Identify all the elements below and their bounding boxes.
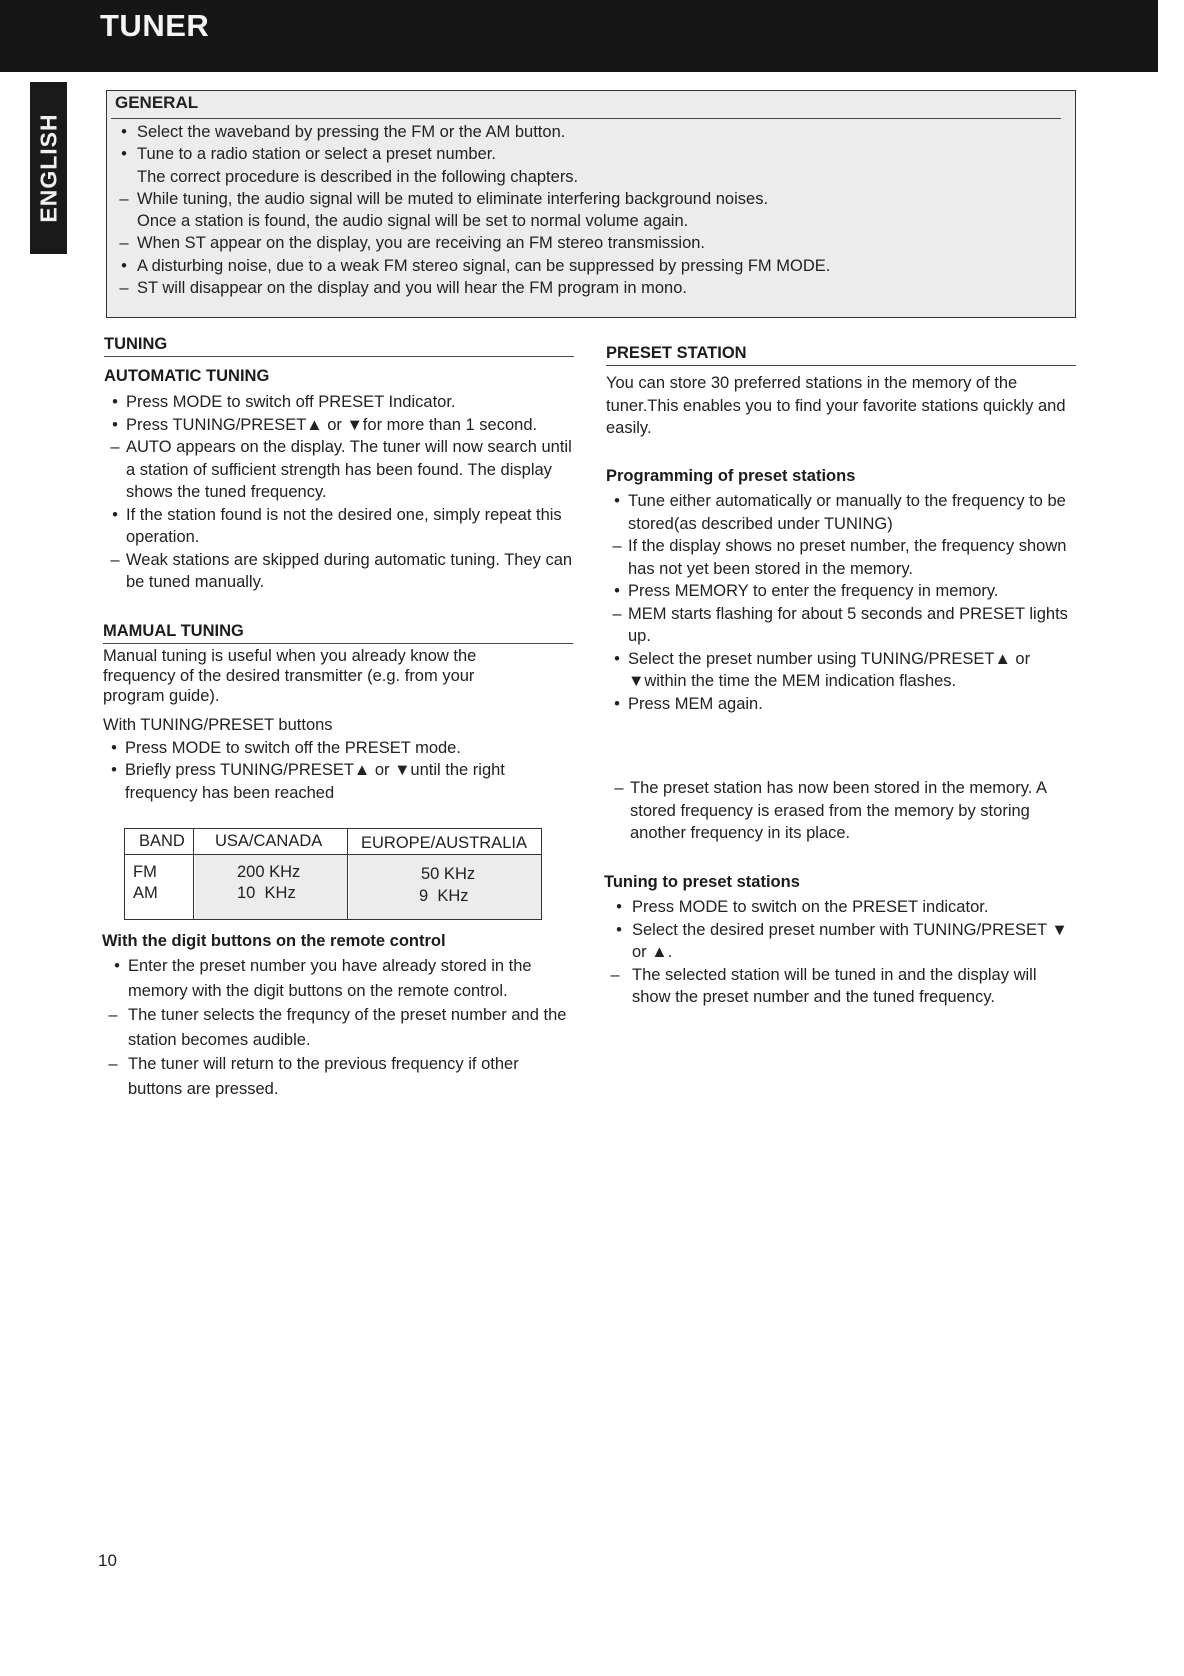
item-marker: – — [108, 1006, 118, 1024]
tuning-heading: TUNING — [104, 335, 574, 357]
programming-section — [606, 467, 1084, 715]
table-cell: 200 KHz — [237, 863, 301, 881]
item-text: The selected station will be tuned in and the display will show the preset number and the tuned frequency. — [632, 965, 1037, 1006]
manual-tuning-heading: MAMUAL TUNING — [103, 622, 573, 644]
item-text: Press MODE to switch off PRESET Indicator. — [126, 393, 456, 411]
general-line — [107, 143, 1075, 165]
line-text: The correct procedure is described in the following chapters. — [137, 167, 579, 186]
table-cell: 50 KHz — [421, 865, 476, 883]
list-item — [606, 603, 1068, 648]
item-marker: – — [612, 604, 622, 623]
item-marker: • — [616, 898, 622, 916]
page-title: TUNER — [100, 8, 210, 43]
item-text: The tuner selects the frequncy of the preset number and the station becomes audible. — [128, 1006, 567, 1049]
manual-tuning-section — [103, 622, 573, 804]
general-line — [107, 166, 1075, 188]
item-text: Press MODE to switch off the PRESET mode. — [125, 738, 461, 757]
table-header-cell: USA/CANADA — [215, 832, 323, 850]
list-item — [102, 1003, 578, 1052]
item-marker: – — [610, 965, 620, 984]
tuning-to-preset-heading: Tuning to preset stations — [604, 873, 800, 891]
item-marker: – — [614, 779, 624, 797]
list-item — [606, 535, 1068, 580]
table-cell: AM — [133, 884, 158, 902]
general-line — [107, 188, 1075, 210]
general-line — [107, 255, 1075, 277]
preset-station-heading: PRESET STATION — [606, 344, 1076, 366]
table-header-cell: BAND — [139, 832, 185, 850]
list-item — [606, 693, 1084, 716]
item-marker: • — [614, 582, 620, 600]
general-line — [107, 121, 1075, 143]
line-text: Select the waveband by pressing the FM or the AM button. — [137, 123, 566, 141]
with-buttons-label: With TUNING/PRESET buttons — [103, 716, 333, 734]
list-item — [104, 504, 574, 549]
list-item — [604, 896, 1084, 919]
line-marker: • — [121, 145, 127, 164]
table-cell: 9 KHz — [419, 887, 469, 905]
preset-station-intro: You can store 30 preferred stations in the memory of the tuner.This enables you to find your favorite stations quickly and easily. — [606, 374, 1066, 437]
list-item — [104, 414, 574, 437]
item-marker: – — [108, 1055, 118, 1073]
item-text: If the display shows no preset number, the frequency shown has not yet been stored in the memory. — [628, 537, 1067, 578]
band-step-table — [124, 828, 542, 920]
item-text: Select the preset number using TUNING/PRESET▲ or ▼within the time the MEM indication flashes. — [628, 649, 1031, 690]
item-text: Press MEM again. — [628, 694, 763, 713]
item-text: Weak stations are skipped during automatic tuning. They can be tuned manually. — [126, 550, 573, 591]
list-item — [104, 391, 574, 414]
item-text: Press MODE to switch on the PRESET indicator. — [632, 898, 989, 916]
line-text: When ST appear on the display, you are receiving an FM stereo transmission. — [137, 234, 706, 253]
line-text: ST will disappear on the display and you will hear the FM program in mono. — [137, 279, 687, 298]
list-item — [103, 759, 555, 804]
item-text: Press TUNING/PRESET▲ or ▼for more than 1 second. — [126, 415, 538, 434]
header-bar — [0, 0, 1158, 72]
page-number: 10 — [98, 1551, 117, 1570]
table-divider — [193, 829, 194, 919]
item-marker: • — [112, 393, 118, 411]
item-text: Tune either automatically or manually to the frequency to be stored(as described under TUNING) — [628, 492, 1066, 533]
line-marker: • — [121, 123, 127, 141]
item-text: The tuner will return to the previous frequency if other buttons are pressed. — [128, 1055, 519, 1098]
programming-heading: Programming of preset stations — [606, 467, 856, 485]
list-item — [606, 648, 1078, 693]
language-tab-label: ENGLISH — [35, 113, 61, 223]
automatic-tuning-heading: AUTOMATIC TUNING — [104, 367, 270, 385]
line-text: Once a station is found, the audio signal will be set to normal volume again. — [137, 212, 689, 231]
item-text: Press MEMORY to enter the frequency in memory. — [628, 582, 999, 600]
list-item — [104, 436, 574, 504]
remote-control-heading: With the digit buttons on the remote control — [102, 932, 446, 950]
list-item — [103, 737, 573, 760]
general-divider — [111, 118, 1061, 119]
item-marker: – — [110, 550, 120, 569]
table-header-cell: EUROPE/AUSTRALIA — [361, 834, 527, 852]
item-text: Select the desired preset number with TUNING/PRESET ▼ or ▲. — [632, 920, 1068, 961]
item-marker: • — [111, 738, 117, 757]
line-text: Tune to a radio station or select a preset number. — [137, 145, 496, 164]
item-marker: – — [612, 537, 622, 555]
item-marker: • — [114, 957, 120, 975]
general-line — [107, 277, 1075, 299]
item-text: The preset station has now been stored in the memory. A stored frequency is erased from the memory by storing another frequency in its place. — [630, 779, 1047, 842]
table-cell: FM — [133, 863, 157, 881]
item-marker: • — [111, 761, 117, 779]
item-text: If the station found is not the desired one, simply repeat this operation. — [126, 505, 562, 546]
item-marker: • — [614, 492, 620, 510]
item-marker: • — [112, 505, 118, 524]
table-cell: 10 KHz — [237, 884, 296, 902]
list-item — [606, 490, 1084, 535]
automatic-tuning-section — [104, 367, 574, 594]
line-marker: • — [121, 256, 127, 275]
remote-control-section — [102, 932, 582, 1101]
item-marker: • — [614, 649, 620, 668]
item-text: MEM starts flashing for about 5 seconds and PRESET lights up. — [628, 604, 1068, 645]
line-text: While tuning, the audio signal will be muted to eliminate interfering background noises. — [137, 189, 769, 208]
item-marker: – — [110, 438, 120, 456]
item-text: AUTO appears on the display. The tuner will now search until a station of sufficient strength has been found. The display shows the tuned frequency. — [126, 438, 572, 501]
item-text: Enter the preset number you have already stored in the memory with the digit buttons on the remote control. — [128, 957, 532, 1000]
item-text: Briefly press TUNING/PRESET▲ or ▼until the right frequency has been reached — [125, 761, 505, 802]
language-tab — [30, 82, 67, 254]
preset-station-section — [606, 344, 1076, 440]
stored-note — [608, 777, 1078, 845]
line-marker: – — [119, 279, 129, 298]
list-item — [608, 777, 1070, 845]
list-item — [604, 964, 1072, 1009]
general-list — [107, 121, 1075, 299]
line-marker: – — [119, 189, 129, 208]
item-marker: • — [112, 415, 118, 434]
list-item — [102, 1052, 568, 1101]
list-item — [604, 919, 1072, 964]
item-marker: • — [614, 694, 620, 713]
list-item — [104, 549, 574, 594]
line-text: A disturbing noise, due to a weak FM stereo signal, can be suppressed by pressing FM MODE. — [137, 256, 831, 275]
line-marker: – — [119, 234, 129, 253]
list-item — [606, 580, 1084, 603]
general-box — [106, 90, 1076, 318]
manual-tuning-intro: Manual tuning is useful when you already know the frequency of the desired transmitter (e.g. from your program guide). — [103, 647, 477, 705]
table-divider — [347, 829, 348, 919]
tuning-section — [104, 335, 574, 357]
list-item — [102, 954, 568, 1003]
item-marker: • — [616, 920, 622, 939]
general-line — [107, 232, 1075, 254]
general-heading: GENERAL — [115, 93, 199, 112]
tuning-to-preset-section — [604, 873, 1084, 1009]
general-line — [107, 210, 1075, 232]
